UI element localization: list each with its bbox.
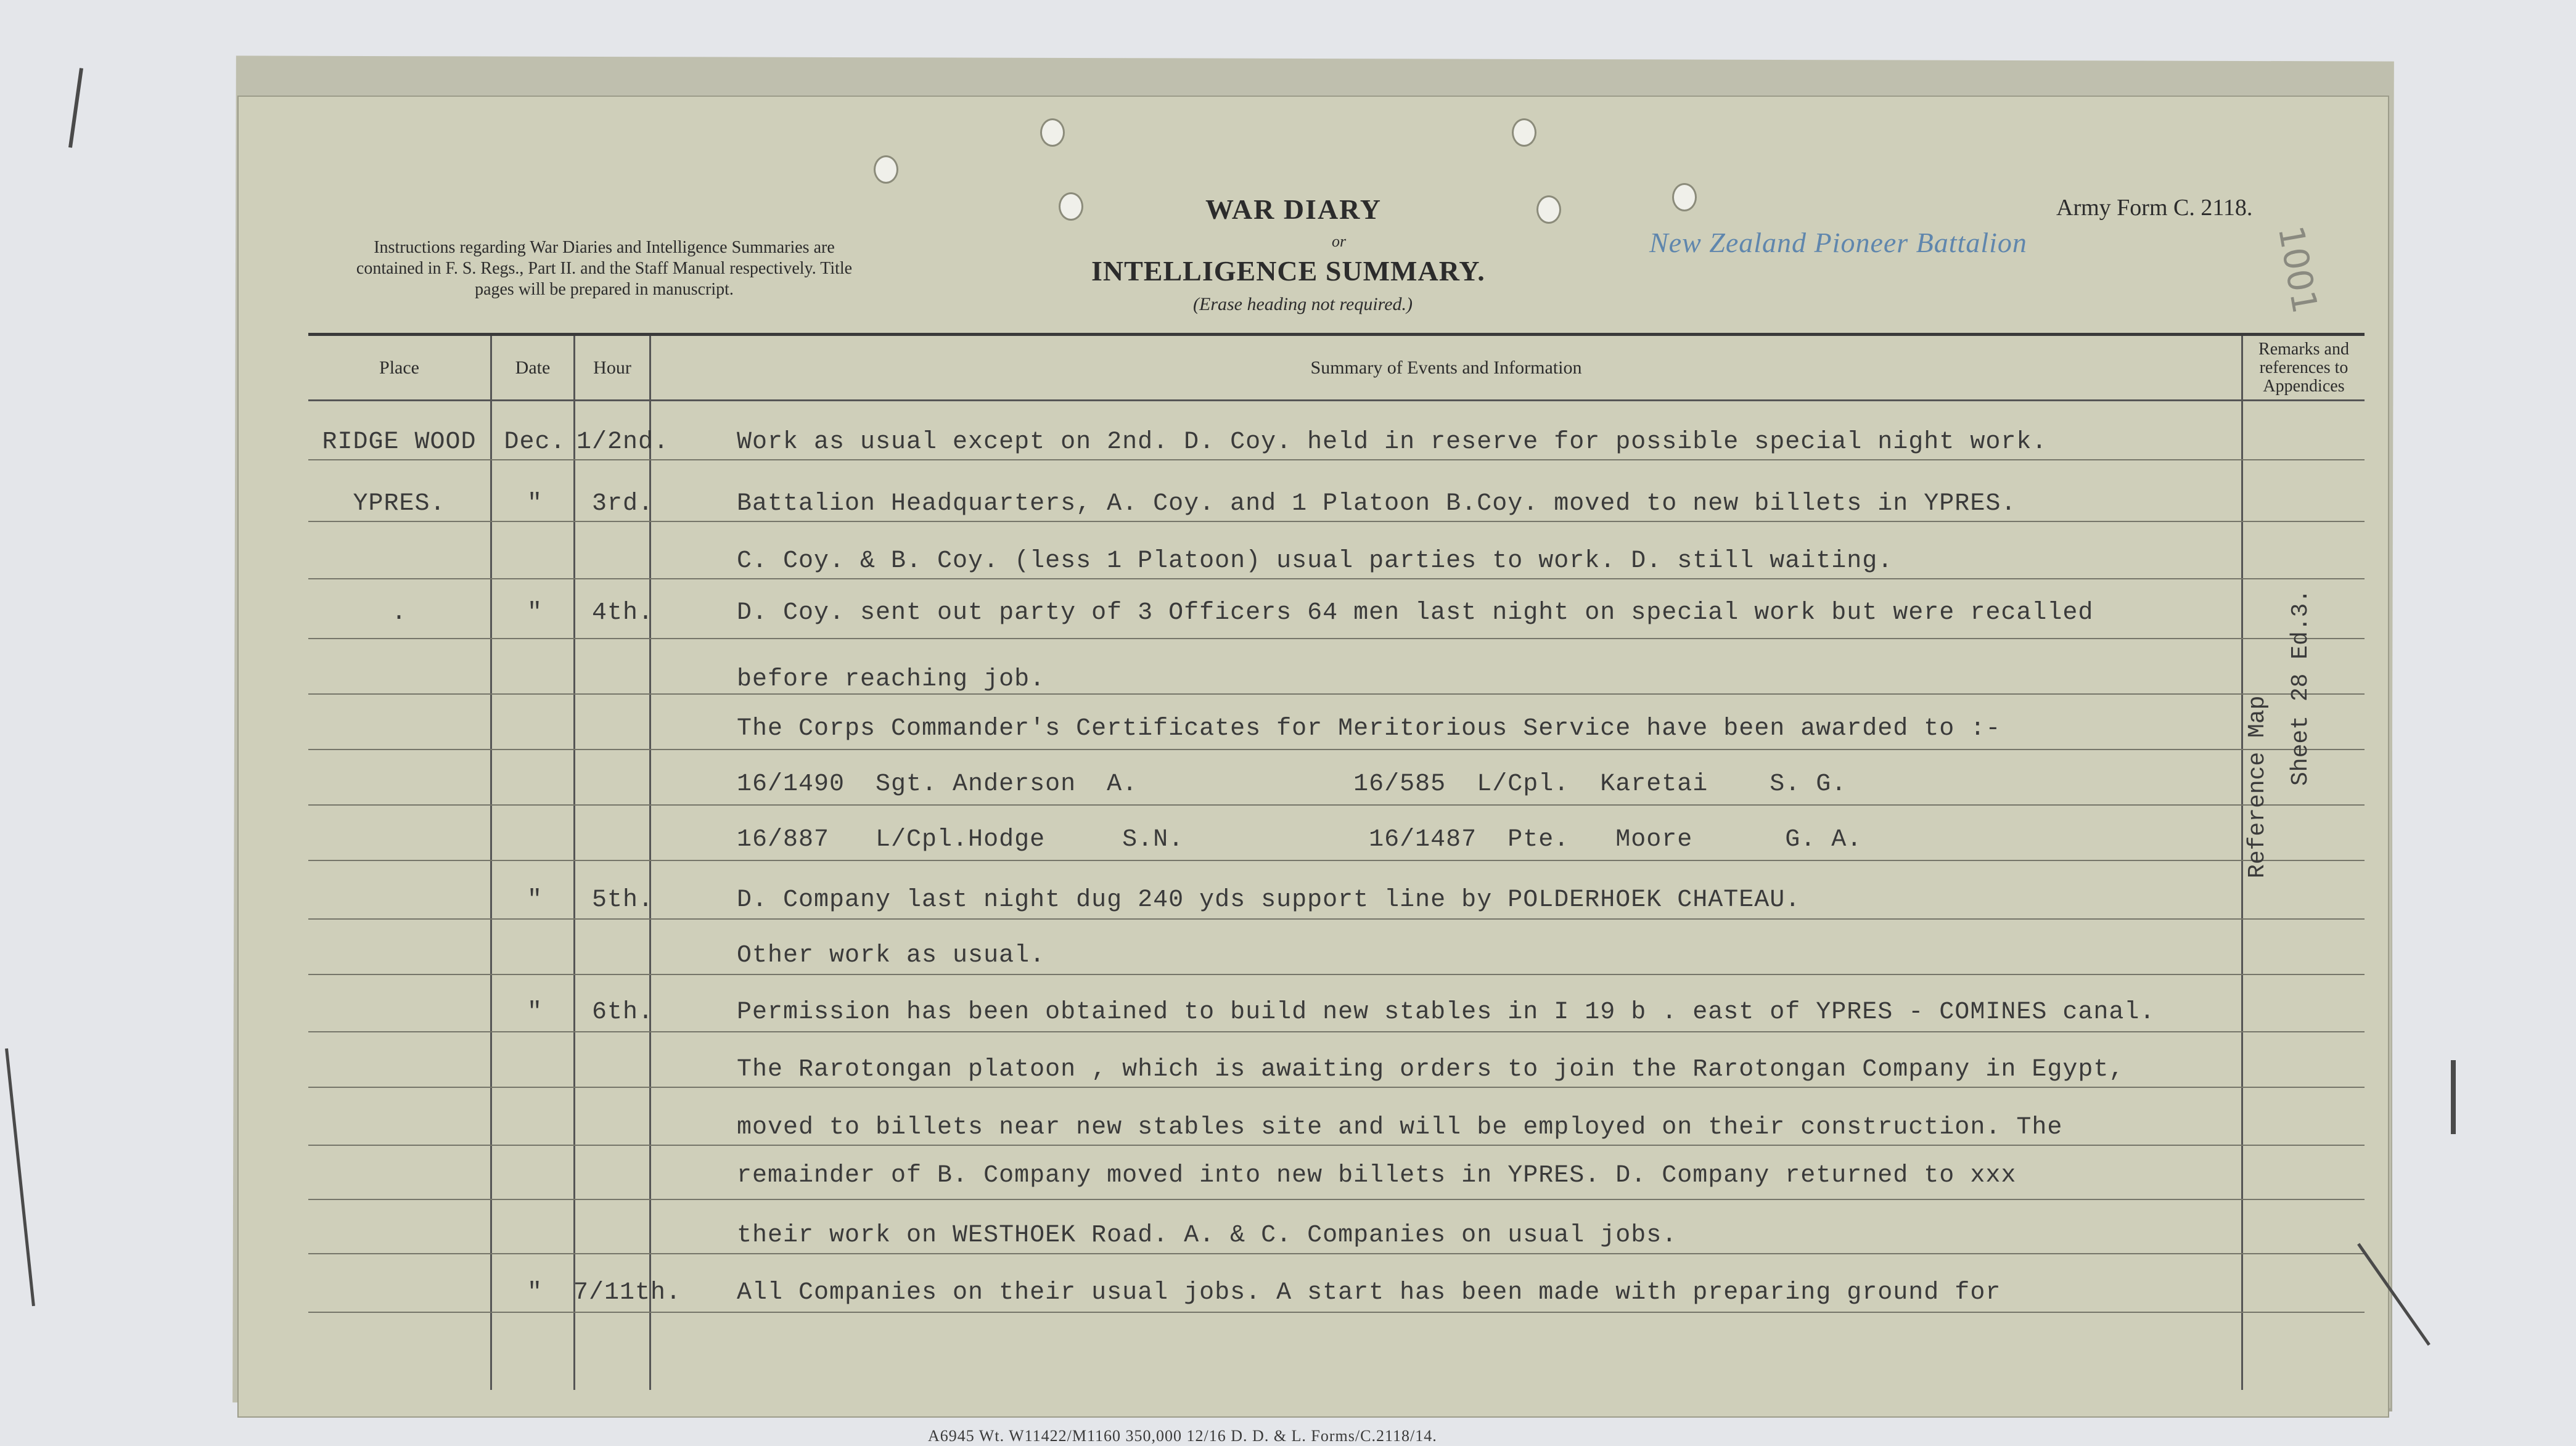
remarks-sheet: Sheet 28 Ed.3. xyxy=(2287,589,2314,786)
cell-summary: D. Coy. sent out party of 3 Officers 64 men last night on special work but were recalled xyxy=(737,599,2094,627)
cell-hour: 1/2nd. xyxy=(576,428,670,456)
cell-summary: Work as usual except on 2nd. D. Coy. held in reserve for possible special night work. xyxy=(737,428,2048,456)
cell-summary: D. Company last night dug 240 yds support line by POLDERHOEK CHATEAU. xyxy=(737,886,1801,914)
punch-hole xyxy=(1060,194,1081,219)
row-rule xyxy=(308,1312,2365,1313)
punch-hole xyxy=(876,157,896,182)
title-or: or xyxy=(1332,232,1347,250)
cell-place: YPRES. xyxy=(353,490,446,518)
row-rule xyxy=(308,860,2365,861)
instructions-note: Instructions regarding War Diaries and Intelligence Summaries are contained in F. S. Regs., Part II. and the Staff Manual respectively. Title pages will be prepared in manuscript. xyxy=(356,238,853,299)
title-intelligence-summary: INTELLIGENCE SUMMARY. xyxy=(1091,255,1485,287)
row-rule xyxy=(308,804,2365,806)
unit-stamp: New Zealand Pioneer Battalion xyxy=(1649,227,2027,258)
cell-hour: 4th. xyxy=(591,599,654,627)
cell-summary: All Companies on their usual jobs. A start has been made with preparing ground for xyxy=(737,1279,2001,1307)
cell-hour: 7/11th. xyxy=(573,1279,682,1307)
cell-date: Dec. xyxy=(504,428,566,456)
column-header-place: Place xyxy=(308,336,490,401)
army-form-number: Army Form C. 2118. xyxy=(2056,195,2253,221)
form-print-code: A6945 Wt. W11422/M1160 350,000 12/16 D. D. & L. Forms/C.2118/14. xyxy=(928,1427,1437,1445)
row-rule xyxy=(308,693,2365,695)
cell-date: " xyxy=(527,490,543,518)
row-rule xyxy=(308,1199,2365,1200)
pencil-mark xyxy=(68,68,83,148)
diary-table xyxy=(308,333,2365,1390)
row-rule xyxy=(308,578,2365,579)
column-header-hour: Hour xyxy=(575,336,649,401)
row-rule xyxy=(308,1031,2365,1032)
punch-hole xyxy=(1042,120,1063,145)
cell-hour: 5th. xyxy=(591,886,654,914)
erase-heading-note: (Erase heading not required.) xyxy=(1193,294,1413,314)
cell-summary: Battalion Headquarters, A. Coy. and 1 Platoon B.Coy. moved to new billets in YPRES. xyxy=(737,490,2017,518)
cell-date: " xyxy=(527,1279,543,1307)
column-header-remarks: Remarks and references to Appendices xyxy=(2243,336,2365,401)
cell-summary: The Rarotongan platoon , which is awaiting orders to join the Rarotongan Company in Egypt, xyxy=(737,1056,2125,1084)
cell-summary: Other work as usual. xyxy=(737,942,1046,970)
row-rule xyxy=(308,974,2365,975)
title-war-diary: WAR DIARY xyxy=(1205,194,1382,225)
pencil-mark xyxy=(2451,1060,2456,1134)
punch-hole xyxy=(1538,197,1559,222)
pencil-mark xyxy=(5,1048,35,1306)
cell-hour: 3rd. xyxy=(591,490,654,518)
cell-summary: The Corps Commander's Certificates for Meritorious Service have been awarded to :- xyxy=(737,715,2001,743)
punch-hole xyxy=(1514,120,1535,145)
row-rule xyxy=(308,521,2365,522)
row-rule xyxy=(308,638,2365,639)
cell-summary: moved to billets near new stables site and will be employed on their construction. The xyxy=(737,1114,2063,1142)
cell-summary: before reaching job. xyxy=(737,666,1046,693)
cell-summary: C. Coy. & B. Coy. (less 1 Platoon) usual parties to work. D. still waiting. xyxy=(737,547,1893,575)
column-header-date: Date xyxy=(492,336,573,401)
cell-date: " xyxy=(527,599,543,627)
row-rule xyxy=(308,918,2365,920)
remarks-reference-map: Reference Map xyxy=(2244,695,2271,878)
row-rule xyxy=(308,1087,2365,1088)
cell-date: " xyxy=(527,999,543,1026)
cell-place: RIDGE WOOD xyxy=(322,428,477,456)
cell-summary: remainder of B. Company moved into new billets in YPRES. D. Company returned to xxx xyxy=(737,1162,2017,1190)
punch-hole xyxy=(1674,185,1695,210)
cell-date: " xyxy=(527,886,543,914)
column-header-summary: Summary of Events and Information xyxy=(651,336,2241,401)
cell-summary: Permission has been obtained to build new stables in I 19 b . east of YPRES - COMINES canal. xyxy=(737,999,2156,1026)
row-rule xyxy=(308,459,2365,460)
row-rule xyxy=(308,1145,2365,1146)
war-diary-page xyxy=(237,96,2389,1445)
column-divider xyxy=(490,336,492,1390)
cell-hour: 6th. xyxy=(591,999,654,1026)
column-divider xyxy=(2241,336,2243,1390)
row-rule xyxy=(308,1253,2365,1254)
cell-summary: their work on WESTHOEK Road. A. & C. Companies on usual jobs. xyxy=(737,1222,1678,1249)
page-number: 1001 xyxy=(2270,223,2325,317)
cell-summary: 16/1490 Sgt. Anderson A. 16/585 L/Cpl. Karetai S. G. xyxy=(737,770,1847,798)
row-rule xyxy=(308,749,2365,750)
cell-summary: 16/887 L/Cpl.Hodge S.N. 16/1487 Pte. Moore G. A. xyxy=(737,826,1863,854)
cell-place: . xyxy=(391,599,407,627)
